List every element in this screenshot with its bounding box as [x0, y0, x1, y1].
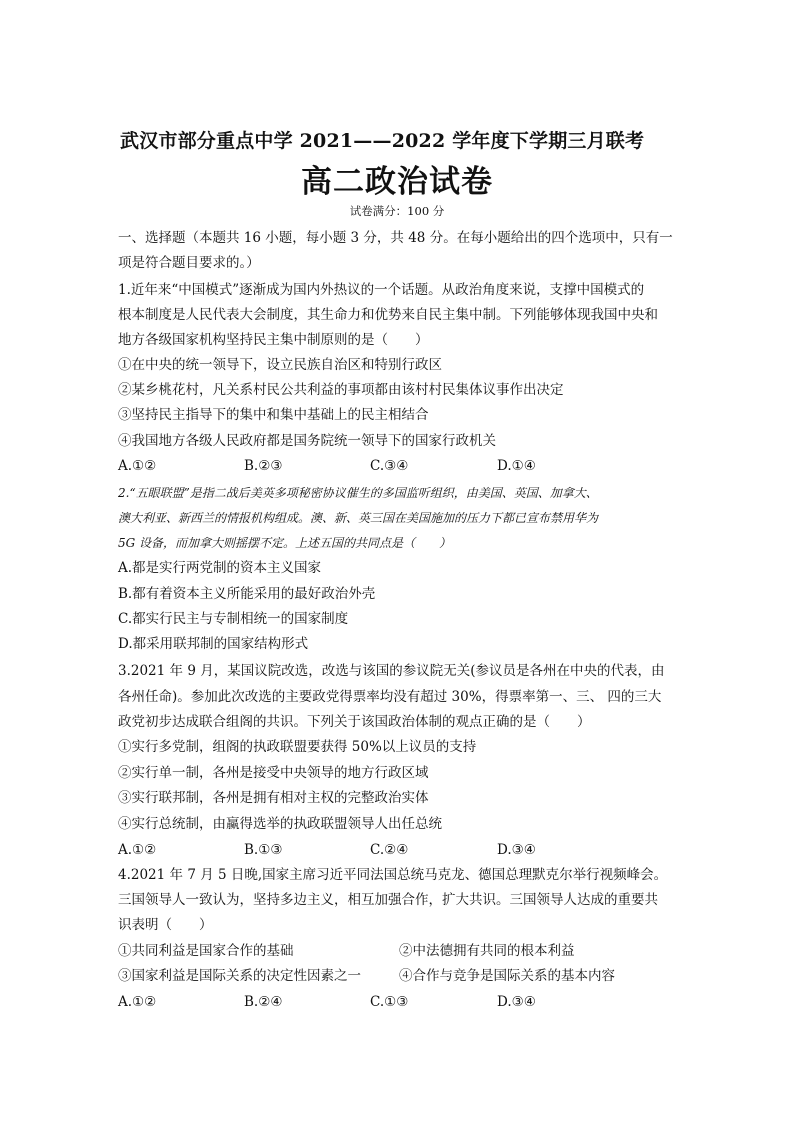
q4-item-3: ③国家利益是国际关系的决定性因素之一 [118, 968, 361, 984]
q1-item-1: ①在中央的统一领导下，设立民族自治区和特别行政区 [118, 357, 442, 373]
q4-option-b: B.②④ [244, 994, 283, 1010]
q3-item-3: ③实行联邦制，各州是拥有相对主权的完整政治实体 [118, 790, 429, 806]
q2-choice-c: C.都实行民主与专制相统一的国家制度 [118, 611, 349, 627]
q3-item-4: ④实行总统制，由赢得选举的执政联盟领导人出任总统 [118, 816, 442, 832]
q1-stem-line-3: 地方各级国家机构坚持民主集中制原则的是（ ） [118, 332, 429, 348]
q4-option-d: D.③④ [497, 994, 536, 1010]
q2-choice-b: B.都有着资本主义所能采用的最好政治外壳 [118, 586, 376, 602]
q1-option-c: C.③④ [370, 458, 409, 474]
q3-item-2: ②实行单一制，各州是接受中央领导的地方行政区域 [118, 765, 429, 781]
school-line: 武汉市部分重点中学 2021——2022 学年度下学期三月联考 [120, 130, 645, 152]
q2-choice-d: D.都采用联邦制的国家结构形式 [118, 636, 309, 652]
q1-item-3: ③坚持民主指导下的集中和集中基础上的民主相结合 [118, 407, 429, 423]
q2-choice-a: A.都是实行两党制的资本主义国家 [118, 560, 322, 576]
q2-stem-line-2: 澳大利亚、新西兰的情报机构组成。澳、新、英三国在美国施加的压力下都已宣布禁用华为 [118, 511, 599, 525]
q4-item-4: ④合作与竞争是国际关系的基本内容 [399, 968, 615, 984]
section-intro-line-2: 项是符合题目要求的。） [118, 255, 260, 271]
q3-stem-line-3: 政党初步达成联合组阁的共识。下列关于该国政治体制的观点正确的是（ ） [118, 714, 591, 730]
q2-stem-line-1: 2.“五眼联盟”是指二战后美英多项秘密协议催生的多国监听组织，由美国、英国、加拿大、 [118, 486, 598, 500]
q4-option-a: A.①② [118, 994, 157, 1010]
q4-item-2: ②中法德拥有共同的根本利益 [399, 943, 575, 959]
q3-stem-line-1: 3.2021 年 9 月，某国议院改选，改选与该国的参议院无关(参议员是各州在中央的代表，由 [118, 663, 665, 679]
q1-stem-line-1: 1.近年来“中国模式”逐渐成为国内外热议的一个话题。从政治角度来说，支撑中国模式的 [118, 282, 645, 298]
q3-option-d: D.③④ [497, 842, 536, 858]
q1-option-d: D.①④ [497, 458, 536, 474]
q3-option-b: B.①③ [244, 842, 283, 858]
q1-item-2: ②某乡桃花村，凡关系村民公共利益的事项都由该村村民集体议事作出决定 [118, 382, 564, 398]
q4-stem-line-3: 识表明（ ） [118, 917, 213, 933]
q3-option-a: A.①② [118, 842, 157, 858]
q4-option-c: C.①③ [370, 994, 409, 1010]
q4-stem-line-1: 4.2021 年 7 月 5 日晚,国家主席习近平同法国总统马克龙、德国总理默克尔举行视频峰会。 [118, 867, 668, 883]
q3-item-1: ①实行多党制，组阁的执政联盟要获得 50%以上议员的支持 [118, 739, 477, 755]
q1-item-4: ④我国地方各级人民政府都是国务院统一领导下的国家行政机关 [118, 433, 496, 449]
q1-option-b: B.②③ [244, 458, 283, 474]
q1-stem-line-2: 根本制度是人民代表大会制度，其生命力和优势来自民主集中制。下列能够体现我国中央和 [118, 307, 658, 323]
q2-stem-line-3: 5G 设备，而加拿大则摇摆不定。上述五国的共同点是（ ） [118, 536, 452, 550]
section-intro-line-1: 一、选择题（本题共 16 小题，每小题 3 分，共 48 分。在每小题给出的四个选项中，只有一 [118, 230, 673, 246]
full-score: 试卷满分：100 分 [349, 204, 445, 218]
q3-stem-line-2: 各州任命)。参加此次改选的主要政党得票率均没有超过 30%，得票率第一、三、 四的三大 [118, 689, 662, 705]
q3-option-c: C.②④ [370, 842, 409, 858]
q1-option-a: A.①② [118, 458, 157, 474]
exam-title: 高二政治试卷 [301, 164, 493, 200]
q4-item-1: ①共同利益是国家合作的基础 [118, 943, 294, 959]
q4-stem-line-2: 三国领导人一致认为，坚持多边主义，相互加强合作，扩大共识。三国领导人达成的重要共 [118, 892, 658, 908]
